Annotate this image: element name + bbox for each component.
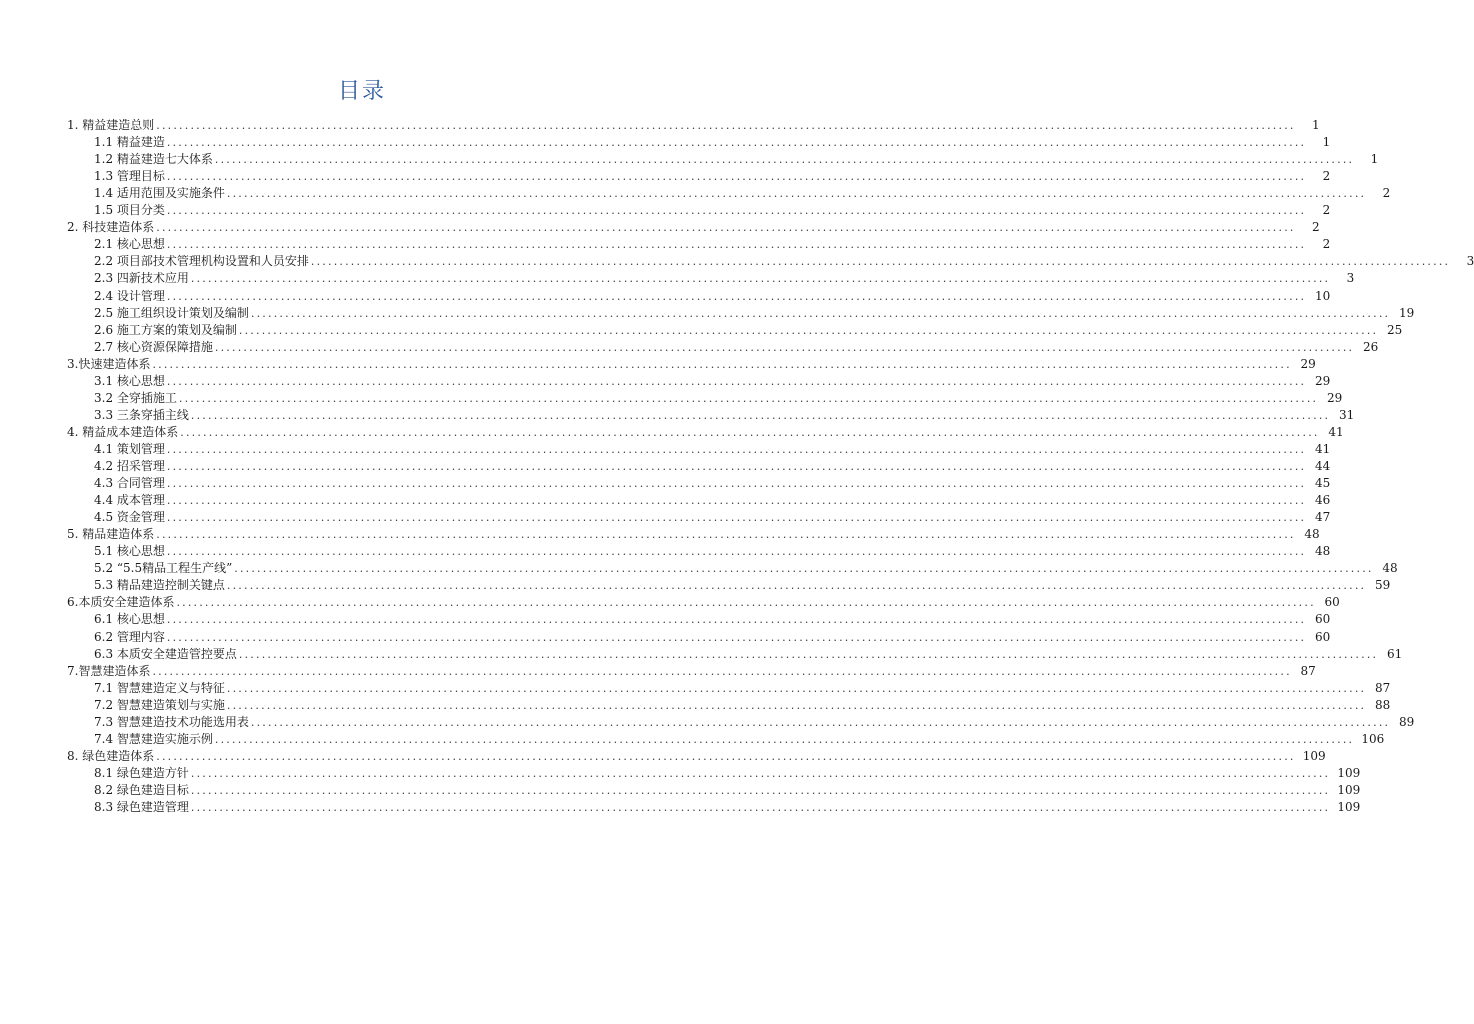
toc-subsection-entry[interactable] <box>94 339 1379 356</box>
toc-entry-label: 8.3 绿色建造管理 <box>94 800 189 814</box>
toc-dot-leader: ........................................................................................................................................................................................................ <box>226 698 1367 712</box>
toc-page-number: 44 <box>1314 459 1331 473</box>
toc-entry-label: 3.1 核心思想 <box>94 373 165 388</box>
toc-page-number: 46 <box>1314 493 1331 508</box>
toc-entry-label: 4.1 策划管理 <box>94 441 165 456</box>
toc-subsection-entry[interactable] <box>94 611 1331 628</box>
toc-page-number: 26 <box>1362 339 1379 354</box>
toc-page-number: 29 <box>1300 356 1316 371</box>
toc-dot-leader: ........................................................................................................................................................................................................ <box>190 783 1331 797</box>
toc-subsection-entry[interactable] <box>94 731 1385 748</box>
toc-entry-label: 1.3 管理目标 <box>94 169 165 184</box>
toc-dot-leader: ........................................................................................................................................................................................................ <box>166 613 1307 627</box>
toc-dot-leader: ........................................................................................................................................................................................................ <box>166 460 1307 473</box>
toc-entry-label: 3.3 三条穿插主线 <box>94 407 189 422</box>
toc-page-number: 2 <box>1322 169 1331 184</box>
toc-page-number: 41 <box>1314 441 1331 456</box>
toc-subsection-entry[interactable] <box>94 390 1343 407</box>
toc-subsection-entry[interactable] <box>94 270 1355 287</box>
toc-entry-label: 4. 精益成本建造体系 <box>67 424 179 439</box>
toc-page-number: 3 <box>1466 254 1474 269</box>
toc-entry-label: 4.5 资金管理 <box>94 510 165 525</box>
toc-entry-label: 5.2 “5.5精品工程生产线” <box>94 561 233 576</box>
toc-dot-leader: ........................................................................................................................................................................................................ <box>166 545 1307 559</box>
toc-subsection-entry[interactable] <box>94 288 1331 305</box>
toc-page-number: 87 <box>1374 680 1391 695</box>
toc-dot-leader: ........................................................................................................................................................................................................ <box>190 408 1331 422</box>
toc-dot-leader: ........................................................................................................................................................................................................ <box>156 749 1296 763</box>
toc-dot-leader: ........................................................................................................................................................................................................ <box>166 442 1307 456</box>
toc-entry-label: 1.1 精益建造 <box>94 135 165 150</box>
toc-page-number: 48 <box>1382 561 1398 576</box>
toc-dot-leader: ........................................................................................................................................................................................................ <box>176 596 1316 610</box>
toc-entry-label: 4.3 合同管理 <box>94 476 165 491</box>
toc-dot-leader: ........................................................................................................................................................................................................ <box>250 306 1391 320</box>
toc-entry-label: 4.2 招采管理 <box>94 459 165 473</box>
toc-entry-label: 6.本质安全建造体系 <box>67 595 175 610</box>
toc-entry-label: 7.智慧建造体系 <box>67 663 151 678</box>
toc-page-number: 109 <box>1302 748 1326 763</box>
toc-page-number: 109 <box>1337 800 1361 814</box>
toc-subsection-entry[interactable] <box>94 305 1415 322</box>
toc-page-number: 60 <box>1314 612 1331 627</box>
toc-section-entry[interactable] <box>67 594 1340 611</box>
toc-subsection-entry[interactable] <box>94 185 1391 202</box>
toc-dot-leader: ........................................................................................................................................................................................................ <box>310 255 1451 269</box>
toc-entry-label: 7.2 智慧建造策划与实施 <box>94 697 225 712</box>
toc-page-number: 2 <box>1382 186 1391 201</box>
toc-entry-label: 2.6 施工方案的策划及编制 <box>94 322 237 337</box>
toc-title: 目录 <box>337 79 386 104</box>
toc-page-number: 25 <box>1386 322 1403 337</box>
toc-entry-label: 2.3 四新技术应用 <box>94 271 189 286</box>
toc-section-entry[interactable] <box>67 219 1320 236</box>
toc-page-number: 87 <box>1300 663 1316 678</box>
toc-dot-leader: ........................................................................................................................................................................................................ <box>190 272 1331 286</box>
toc-page-number: 3 <box>1346 271 1355 286</box>
toc-page-number: 1 <box>1370 152 1379 167</box>
toc-subsection-entry[interactable] <box>94 646 1403 663</box>
toc-section-entry[interactable] <box>67 748 1326 765</box>
toc-dot-leader: ........................................................................................................................................................................................................ <box>166 494 1307 508</box>
toc-page-number: 2 <box>1322 203 1331 218</box>
toc-subsection-entry[interactable] <box>94 407 1355 424</box>
toc-page-number: 109 <box>1337 782 1361 797</box>
toc-subsection-entry[interactable] <box>94 782 1361 799</box>
toc-dot-leader: ........................................................................................................................................................................................................ <box>156 221 1296 235</box>
toc-dot-leader: ........................................................................................................................................................................................................ <box>156 119 1296 132</box>
toc-subsection-entry[interactable] <box>94 680 1391 697</box>
toc-page-number: 48 <box>1304 527 1320 542</box>
toc-dot-leader: ........................................................................................................................................................................................................ <box>152 357 1292 371</box>
toc-page-number: 41 <box>1328 424 1344 439</box>
toc-entry-label: 5.3 精品建造控制关键点 <box>94 578 225 593</box>
toc-entry-label: 4.4 成本管理 <box>94 493 165 508</box>
toc-page-number: 109 <box>1337 765 1361 780</box>
toc-dot-leader: ........................................................................................................................................................................................................ <box>166 289 1307 303</box>
toc-entry-label: 6.2 管理内容 <box>94 629 165 644</box>
toc-entry-label: 2.7 核心资源保障措施 <box>94 339 213 354</box>
toc-page-number: 29 <box>1326 390 1343 405</box>
toc-page-number: 61 <box>1386 646 1403 661</box>
toc-entry-label: 6.3 本质安全建造管控要点 <box>94 646 237 661</box>
toc-entry-label: 8.1 绿色建造方针 <box>94 765 189 780</box>
toc-dot-leader: ........................................................................................................................................................................................................ <box>238 323 1379 337</box>
toc-entry-label: 7.3 智慧建造技术功能选用表 <box>94 714 249 729</box>
toc-entry-label: 2.2 项目部技术管理机构设置和人员安排 <box>94 254 309 269</box>
toc-subsection-entry[interactable] <box>94 322 1403 339</box>
toc-dot-leader: ........................................................................................................................................................................................................ <box>214 340 1355 354</box>
toc-page-number: 31 <box>1338 407 1355 422</box>
toc-dot-leader: ........................................................................................................................................................................................................ <box>180 425 1320 439</box>
toc-subsection-entry[interactable] <box>94 543 1331 560</box>
toc-subsection-entry[interactable] <box>94 509 1331 526</box>
toc-subsection-entry[interactable] <box>94 714 1415 731</box>
toc-dot-leader: ........................................................................................................................................................................................................ <box>166 238 1307 252</box>
toc-entry-label: 2. 科技建造体系 <box>67 220 155 235</box>
toc-section-entry[interactable] <box>67 424 1344 441</box>
toc-subsection-entry[interactable] <box>94 629 1331 646</box>
toc-dot-leader: ........................................................................................................................................................................................................ <box>234 562 1374 576</box>
toc-dot-leader: ........................................................................................................................................................................................................ <box>166 630 1307 644</box>
toc-subsection-entry[interactable] <box>94 577 1391 594</box>
toc-dot-leader: ........................................................................................................................................................................................................ <box>226 681 1367 695</box>
toc-subsection-entry[interactable] <box>94 202 1331 219</box>
toc-entry-label: 1.4 适用范围及实施条件 <box>94 186 225 201</box>
toc-subsection-entry[interactable] <box>94 475 1331 492</box>
toc-subsection-entry[interactable] <box>94 560 1398 577</box>
toc-page-number: 10 <box>1314 288 1331 303</box>
toc-entry-label: 3.快速建造体系 <box>67 356 151 371</box>
toc-page-number: 1 <box>1322 135 1331 150</box>
toc-dot-leader: ........................................................................................................................................................................................................ <box>190 801 1331 814</box>
toc-entry-label: 1.5 项目分类 <box>94 203 165 218</box>
toc-page-number: 60 <box>1324 595 1340 610</box>
toc-section-entry[interactable] <box>67 526 1320 543</box>
toc-entry-label: 5.1 核心思想 <box>94 544 165 559</box>
toc-entry-label: 8.2 绿色建造目标 <box>94 782 189 797</box>
toc-subsection-entry[interactable] <box>94 492 1331 509</box>
toc-section-entry[interactable] <box>67 663 1316 680</box>
toc-page-number: 89 <box>1398 714 1415 729</box>
toc-subsection-entry[interactable] <box>94 253 1474 270</box>
toc-dot-leader: ........................................................................................................................................................................................................ <box>214 153 1355 167</box>
toc-dot-leader: ........................................................................................................................................................................................................ <box>156 528 1296 542</box>
toc-page-number: 59 <box>1374 578 1391 593</box>
toc-page-number: 2 <box>1311 220 1320 235</box>
toc-subsection-entry[interactable] <box>94 799 1361 816</box>
toc-dot-leader: ........................................................................................................................................................................................................ <box>166 136 1307 150</box>
toc-dot-leader: ........................................................................................................................................................................................................ <box>166 374 1307 388</box>
toc-dot-leader: ........................................................................................................................................................................................................ <box>190 766 1331 780</box>
toc-subsection-entry[interactable] <box>94 373 1331 390</box>
toc-page-number: 88 <box>1374 697 1391 712</box>
toc-entry-label: 2.1 核心思想 <box>94 237 165 252</box>
toc-section-entry[interactable] <box>67 356 1316 373</box>
toc-entry-label: 2.4 设计管理 <box>94 288 165 303</box>
toc-dot-leader: ........................................................................................................................................................................................................ <box>250 715 1391 729</box>
toc-entry-label: 3.2 全穿插施工 <box>94 390 177 405</box>
toc-subsection-entry[interactable] <box>94 697 1391 714</box>
toc-page-number: 29 <box>1314 373 1331 388</box>
toc-page-number: 2 <box>1322 237 1331 252</box>
toc-page-number: 45 <box>1314 476 1331 491</box>
toc-page-number: 47 <box>1314 510 1331 525</box>
toc-dot-leader: ........................................................................................................................................................................................................ <box>214 732 1355 746</box>
toc-subsection-entry[interactable] <box>94 236 1331 253</box>
toc-dot-leader: ........................................................................................................................................................................................................ <box>226 187 1367 201</box>
toc-dot-leader: ........................................................................................................................................................................................................ <box>226 579 1367 593</box>
toc-entry-label: 1. 精益建造总则 <box>67 118 155 132</box>
toc-page-number: 19 <box>1398 305 1415 320</box>
toc-dot-leader: ........................................................................................................................................................................................................ <box>152 664 1292 678</box>
toc-entry-label: 8. 绿色建造体系 <box>67 748 155 763</box>
toc-entry-label: 6.1 核心思想 <box>94 612 165 627</box>
toc-dot-leader: ........................................................................................................................................................................................................ <box>238 647 1379 661</box>
toc-subsection-entry[interactable] <box>94 134 1331 151</box>
toc-dot-leader: ........................................................................................................................................................................................................ <box>166 477 1307 491</box>
toc-entry-label: 1.2 精益建造七大体系 <box>94 152 213 167</box>
toc-entry-label: 7.4 智慧建造实施示例 <box>94 731 213 746</box>
toc-dot-leader: ........................................................................................................................................................................................................ <box>178 391 1319 405</box>
toc-page-number: 48 <box>1314 544 1331 559</box>
toc-dot-leader: ........................................................................................................................................................................................................ <box>166 511 1307 525</box>
toc-page-number: 1 <box>1311 118 1320 132</box>
toc-subsection-entry[interactable] <box>94 151 1379 168</box>
toc-dot-leader: ........................................................................................................................................................................................................ <box>166 204 1307 218</box>
toc-section-entry[interactable] <box>67 117 1320 134</box>
toc-entry-label: 7.1 智慧建造定义与特征 <box>94 680 225 695</box>
toc-page-number: 60 <box>1314 629 1331 644</box>
toc-subsection-entry[interactable] <box>94 441 1331 458</box>
toc-subsection-entry[interactable] <box>94 765 1361 782</box>
toc-subsection-entry[interactable] <box>94 458 1331 475</box>
toc-entry-label: 2.5 施工组织设计策划及编制 <box>94 305 249 320</box>
toc-subsection-entry[interactable] <box>94 168 1331 185</box>
toc-page-number: 106 <box>1361 731 1385 746</box>
toc-entry-label: 5. 精品建造体系 <box>67 527 155 542</box>
toc-dot-leader: ........................................................................................................................................................................................................ <box>166 170 1307 184</box>
